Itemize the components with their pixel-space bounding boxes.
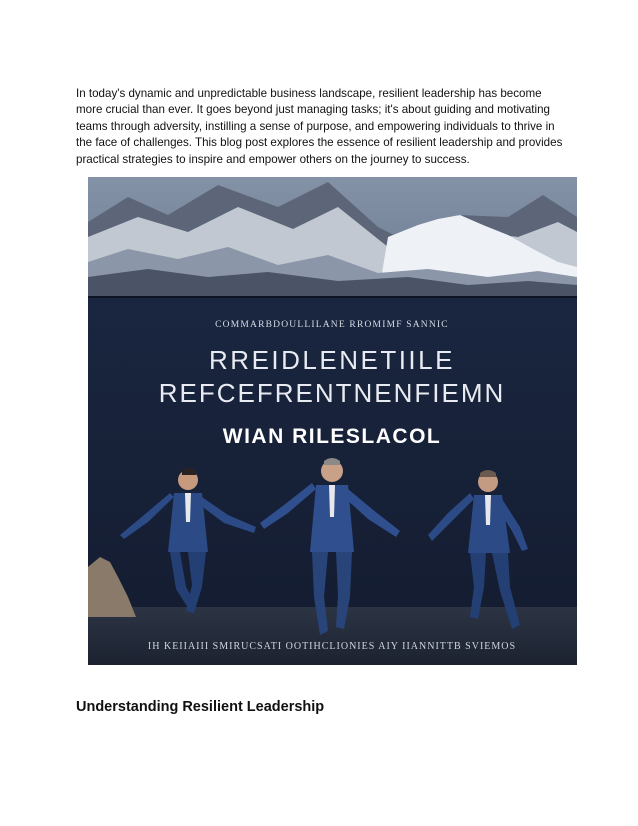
hero-title-line-1: RREIDLENETIILE: [209, 345, 455, 375]
hero-top-caption: COMMARBDOULLILANE RROMIMF SANNIC: [215, 320, 449, 330]
hero-title-line-2: REFCEFRENTNENFIEMN: [158, 378, 506, 408]
blog-hero-image: [88, 177, 577, 665]
hero-bottom-caption: IH KEIIAIII SMIRUCSATI OOTIHCLIONIES AIY IIANNITTB SVIEMOS: [147, 641, 517, 652]
section-heading: Understanding Resilient Leadership: [76, 699, 325, 715]
intro-paragraph: In today's dynamic and unpredictable business landscape, resilient leadership has become more crucial than ever. It goes beyond just managing tasks; it's about guiding and motivating teams through adversity, instilling a sense of purpose, and empowering individuals to thrive in the face of challenges. This blog post explores the essence of resilient leadership and provides practical strategies to inspire and empower others on the journey to success.: [76, 87, 563, 166]
hero-subtitle: WIAN RILESLACOL: [222, 425, 442, 448]
mountain-backdrop: [88, 177, 577, 297]
